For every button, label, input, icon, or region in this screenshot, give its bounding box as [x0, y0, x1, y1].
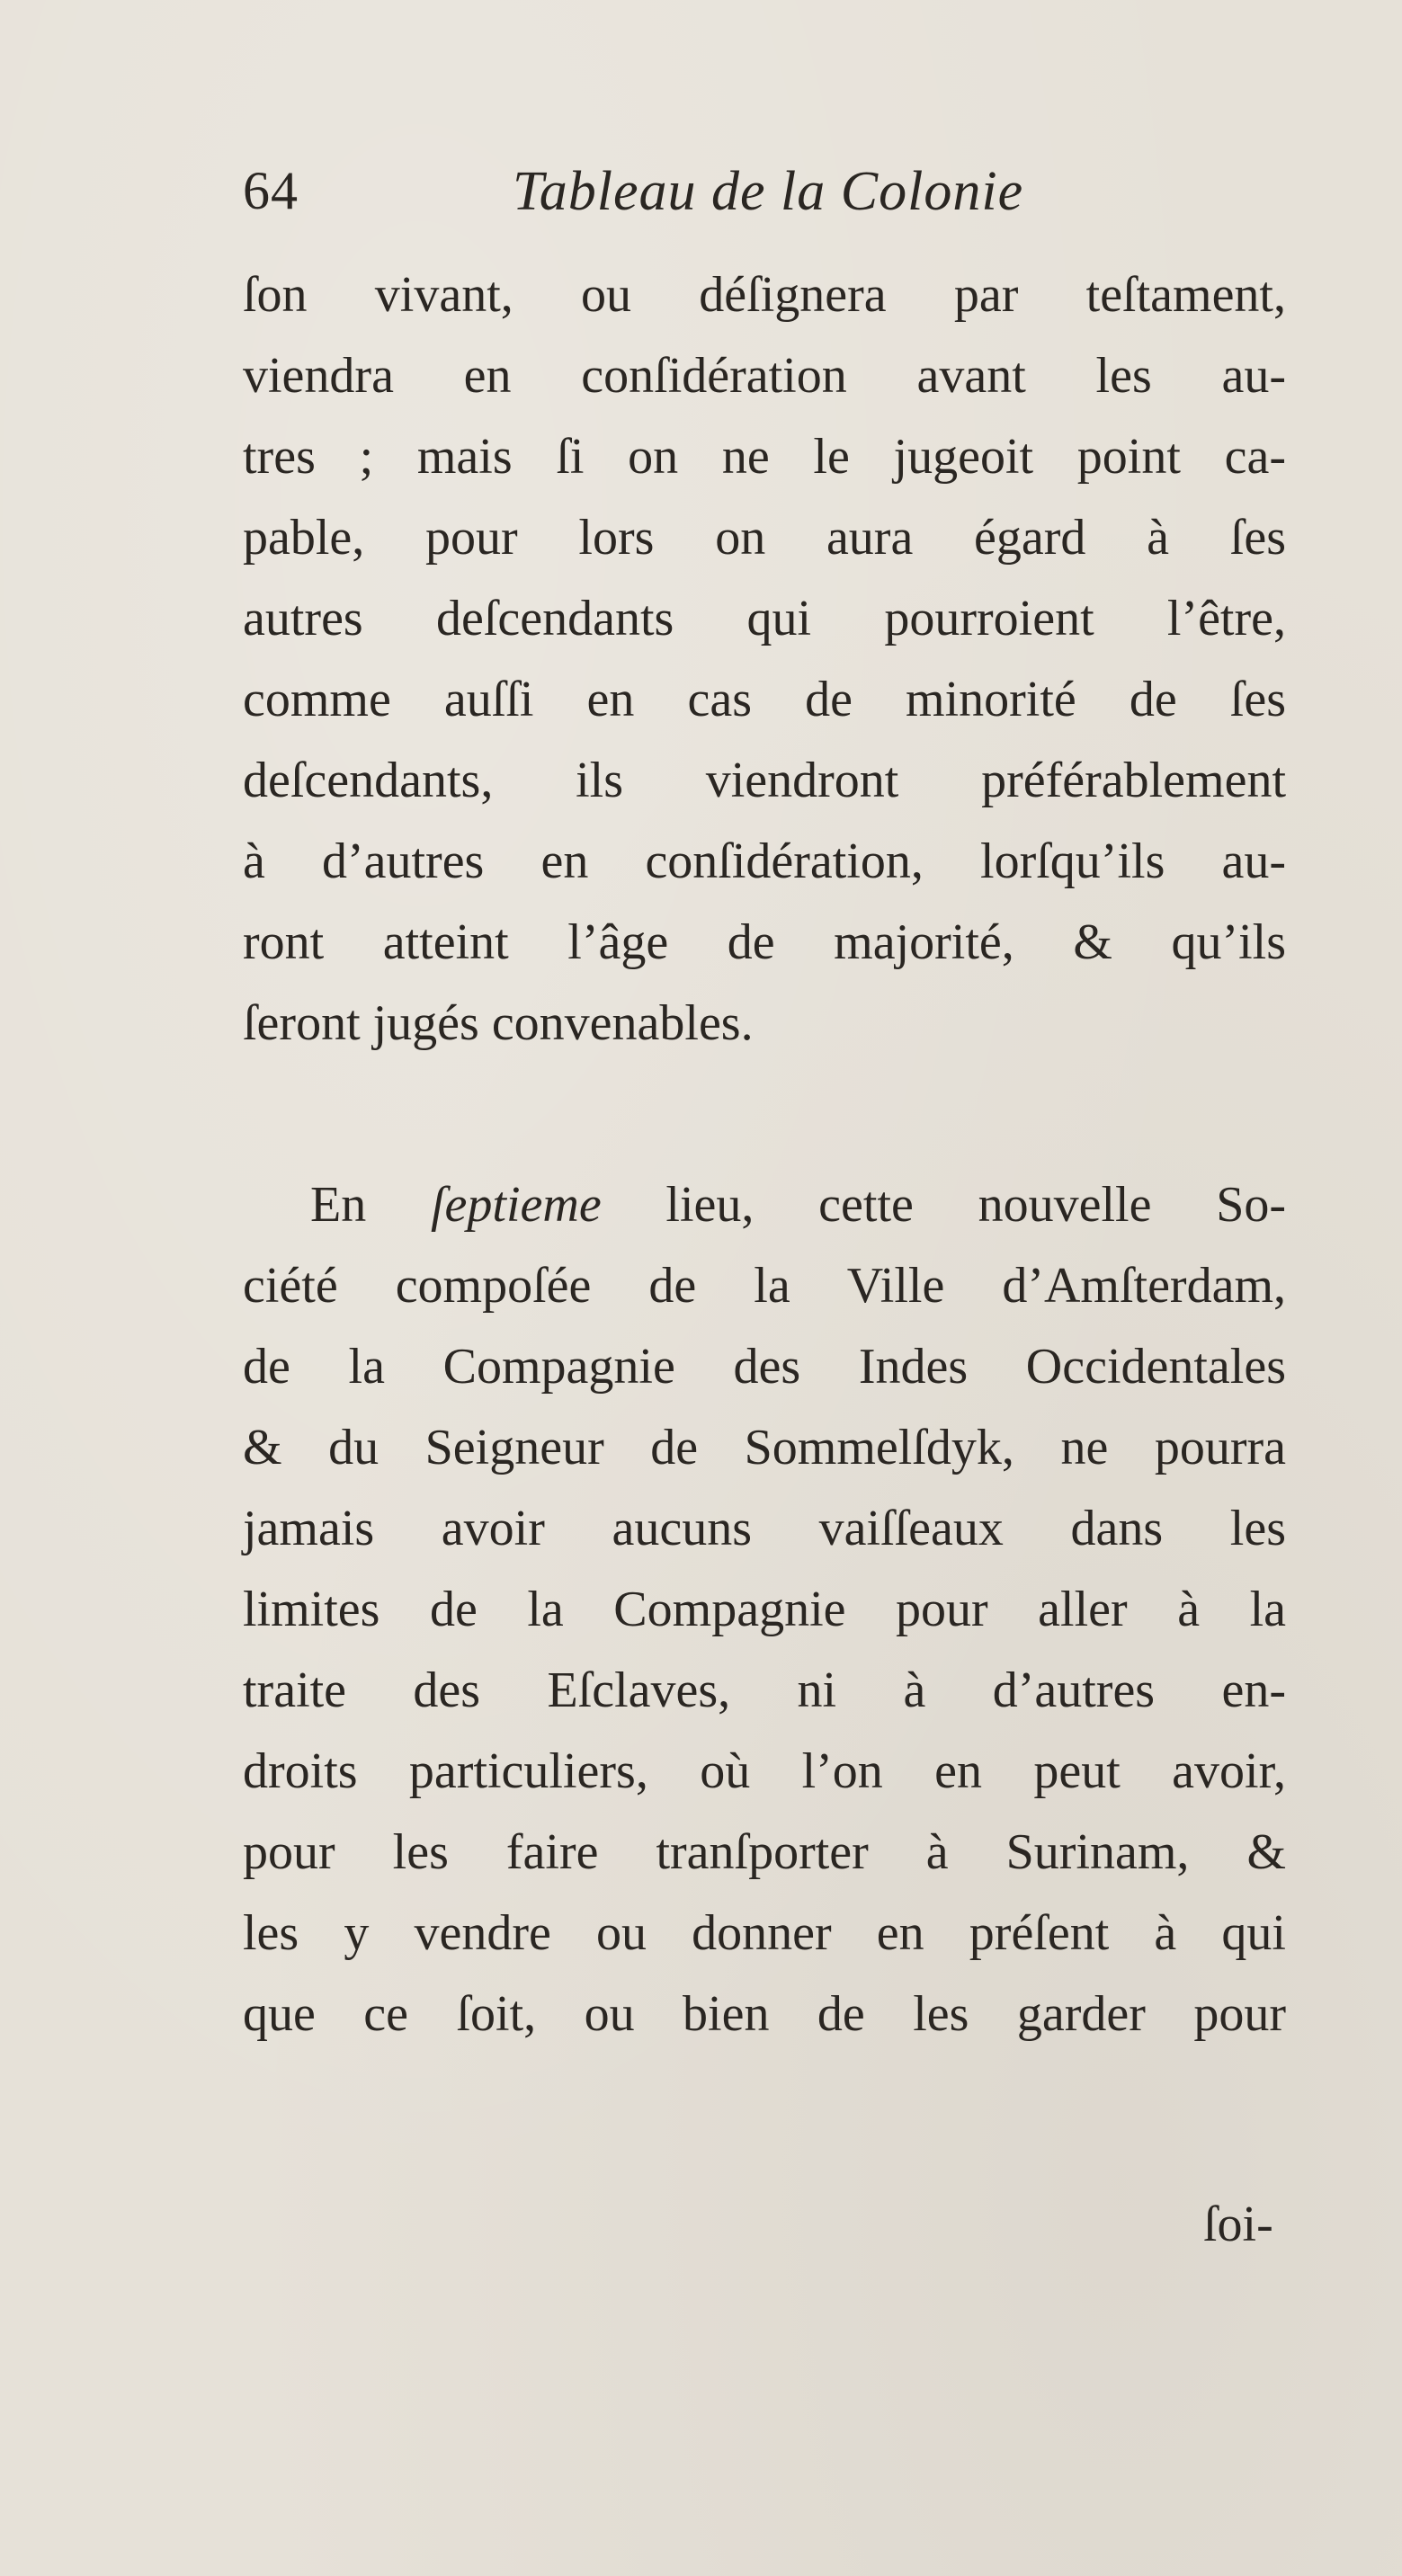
text-line: les y vendre ou donner en préſent à qui — [243, 1905, 1286, 1961]
text-line: à d’autres en conſidération, lorſqu’ils au- — [243, 833, 1286, 889]
text-fragment: lieu, cette nouvelle So- — [601, 1177, 1286, 1233]
text-fragment: En — [310, 1177, 431, 1233]
catchword: ſoi- — [1203, 2197, 1273, 2252]
paragraph-first-line — [243, 1164, 1286, 1245]
text-line: ciété compoſée de la Ville d’Amſterdam, — [243, 1258, 1286, 1314]
text-line: pable, pour lors on aura égard à ſes — [243, 510, 1286, 566]
text-line: pour les faire tranſporter à Surinam, & — [243, 1824, 1286, 1880]
text-line: ſon vivant, ou déſignera par teſtament, — [243, 267, 1286, 323]
text-line: jamais avoir aucuns vaiſſeaux dans les — [243, 1501, 1286, 1556]
text-line: deſcendants, ils viendront préférablement — [243, 753, 1286, 808]
text-line: ſeront jugés convenables. — [243, 995, 754, 1051]
text-line: ront atteint l’âge de majorité, & qu’ils — [243, 914, 1286, 970]
text-line: viendra en conſidération avant les au- — [243, 348, 1286, 404]
paragraph-gap — [243, 1064, 1286, 1164]
text-line: autres deſcendants qui pourroient l’être, — [243, 591, 1286, 646]
text-line: traite des Eſclaves, ni à d’autres en- — [243, 1662, 1286, 1718]
text-line: comme auſſi en cas de minorité de ſes — [243, 672, 1286, 727]
text-line: droits particuliers, où l’on en peut avoir, — [243, 1743, 1286, 1799]
text-line: que ce ſoit, ou bien de les garder pour — [243, 1986, 1286, 2042]
body-text — [243, 254, 1286, 2055]
page-number: 64 — [243, 161, 299, 220]
page-header — [243, 160, 1322, 241]
text-line: limites de la Compagnie pour aller à la — [243, 1582, 1286, 1637]
italic-ordinal: ſeptieme — [430, 1177, 602, 1233]
text-line: & du Seigneur de Sommelſdyk, ne pourra — [243, 1420, 1286, 1475]
running-title: Tableau de la Colonie — [513, 161, 1024, 222]
text-line: tres ; mais ſi on ne le jugeoit point ca- — [243, 429, 1286, 485]
text-line: de la Compagnie des Indes Occidentales — [243, 1339, 1286, 1395]
